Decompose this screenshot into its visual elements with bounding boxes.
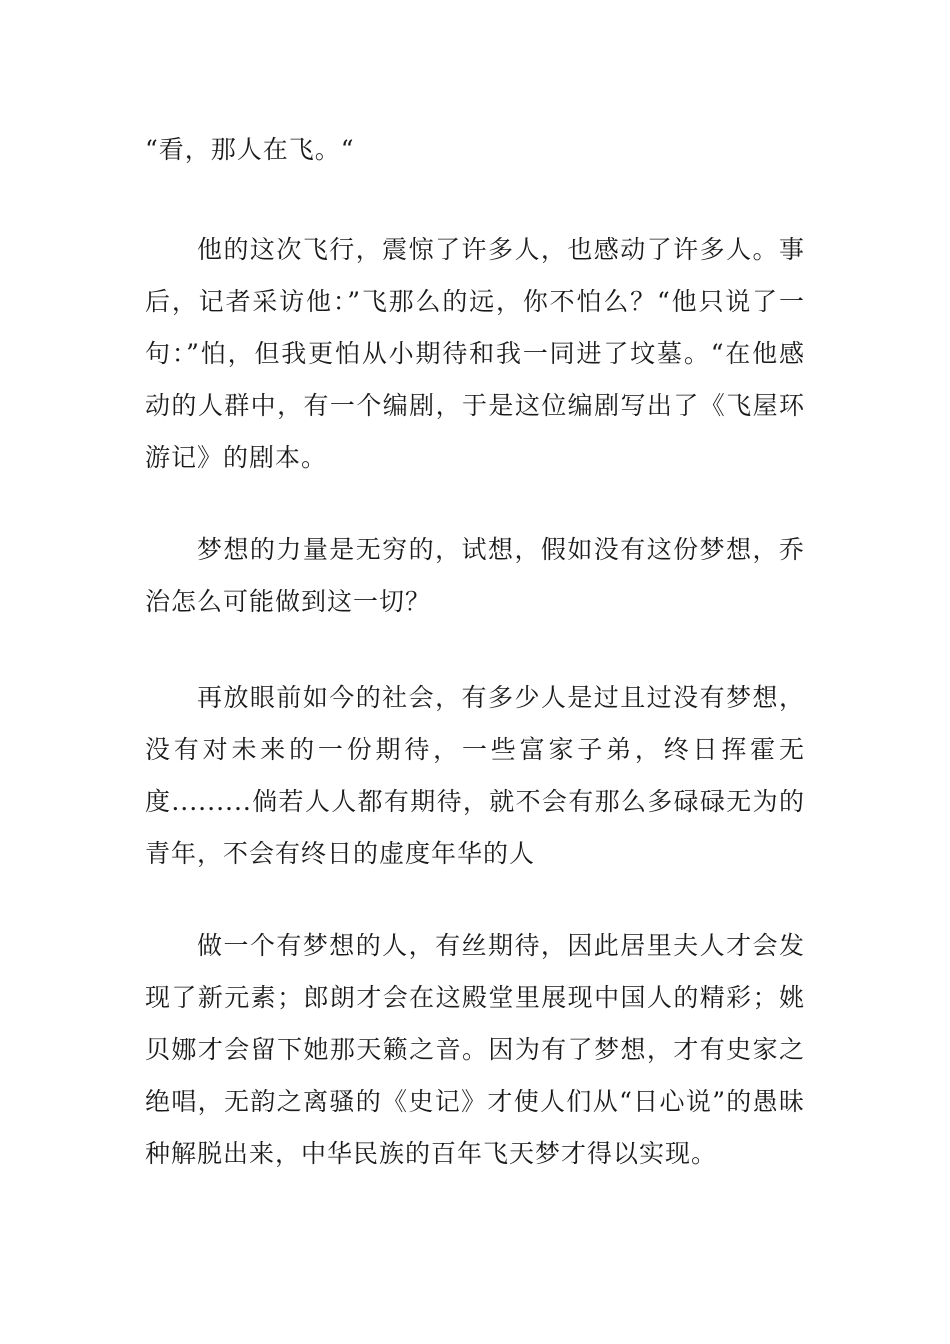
paragraph-flight: 他的这次飞行，震惊了许多人，也感动了许多人。事后，记者采访他：”飞那么的远，你不怕么？“他只说了一句：”怕，但我更怕从小期待和我一同进了坟墓。“在他感动的人群中，有一个编剧，于是这位编剧写出了《飞屋环游记》的剧本。 [145, 235, 805, 472]
paragraph-conclusion: 做一个有梦想的人，有丝期待，因此居里夫人才会发现了新元素；郎朗才会在这殿堂里展现中国人的精彩；姚贝娜才会留下她那天籁之音。因为有了梦想，才有史家之绝唱，无韵之离骚的《史记》才使人们从“日心说”的愚昧种解脱出来，中华民族的百年飞天梦才得以实现。 [145, 931, 805, 1168]
paragraph-quote: “看，那人在飞。“ [145, 135, 355, 164]
paragraph-dream-power: 梦想的力量是无穷的，试想，假如没有这份梦想，乔治怎么可能做到这一切？ [145, 535, 805, 616]
paragraph-society: 再放眼前如今的社会，有多少人是过且过没有梦想，没有对未来的一份期待，一些富家子弟，终日挥霍无度.........倘若人人都有期待，就不会有那么多碌碌无为的青年，不会有终日的虚度年华的人 [145, 683, 805, 868]
